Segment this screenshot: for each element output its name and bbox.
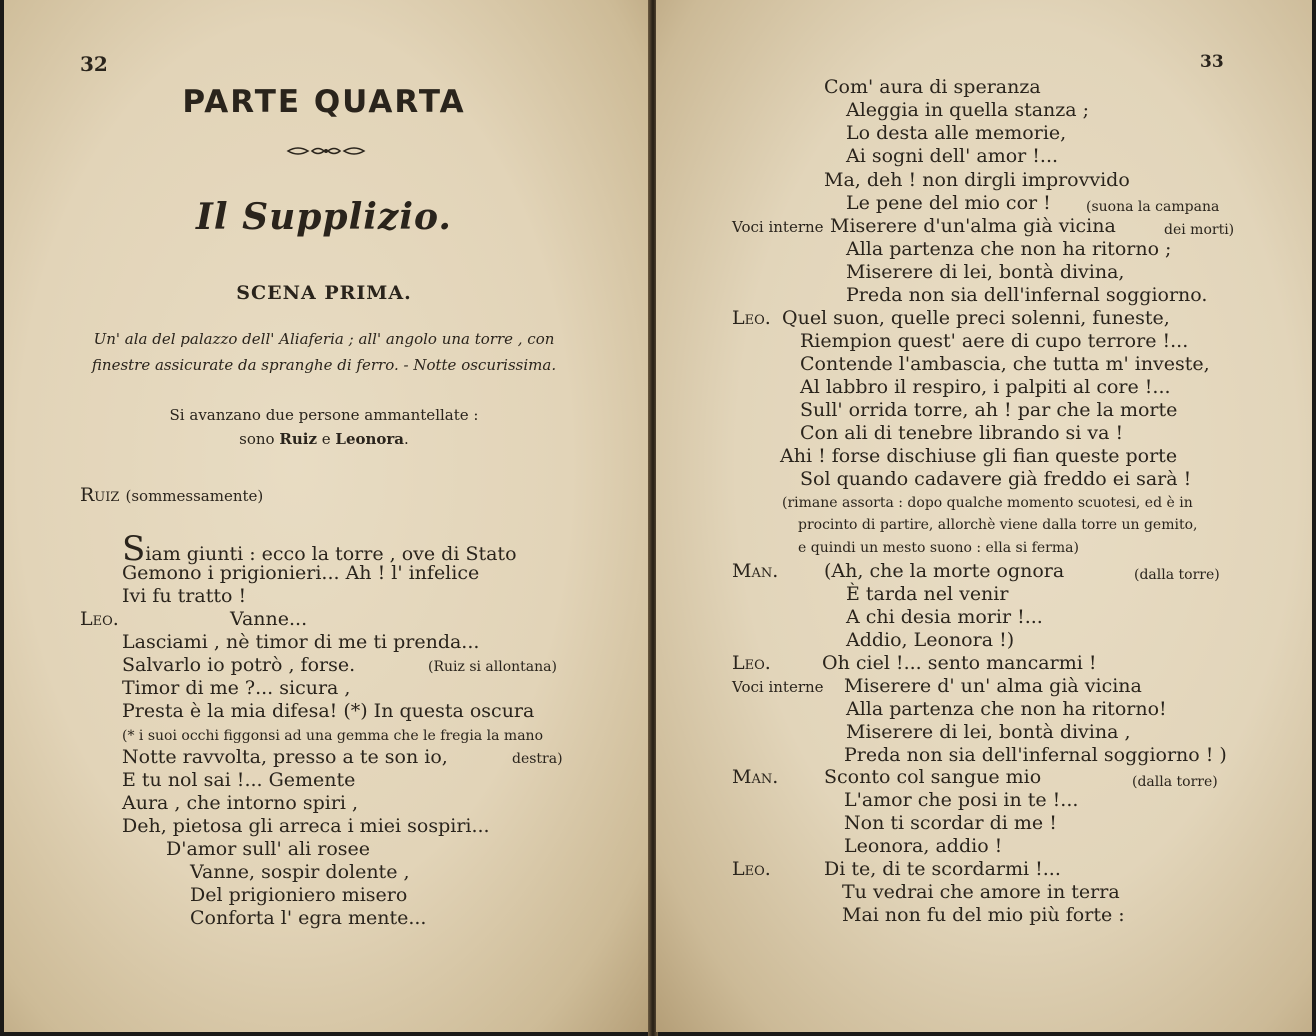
speaker-name: Voci interne [732, 678, 824, 696]
verse-line: Vanne... [230, 608, 308, 630]
verse-line: Tu vedrai che amore in terra [842, 881, 1120, 903]
speaker-name: Man. [732, 766, 779, 788]
page-number: 33 [1200, 52, 1224, 72]
stage-direction: (dalla torre) [1134, 567, 1220, 583]
character-name: Leonora [335, 430, 405, 448]
verse-line: Sull' orrida torre, ah ! par che la morte [800, 399, 1178, 421]
verse-line: Al labbro il respiro, i palpiti al core !... [800, 376, 1171, 398]
intro-text: sono [239, 430, 280, 448]
intro-line: Si avanzano due persone ammantellate : [169, 406, 479, 424]
verse-line: Lo desta alle memorie, [846, 122, 1067, 144]
verse-line: Ai sogni dell' amor !... [846, 145, 1059, 167]
verse-line: Com' aura di speranza [824, 76, 1041, 98]
verse-line: Ivi fu tratto ! [122, 585, 247, 607]
verse-line: Ma, deh ! non dirgli improvvido [824, 169, 1130, 191]
verse-line: Miserere di lei, bontà divina , [846, 721, 1131, 743]
verse-line [122, 529, 517, 569]
verse-line: Quel suon, quelle preci solenni, funeste, [782, 307, 1170, 329]
verse-line: Non ti scordar di me ! [844, 812, 1057, 834]
speaker-name: Man. [732, 560, 779, 582]
stage-direction: Un' ala del palazzo dell' Aliaferia ; all' angolo una torre , con [93, 330, 555, 348]
verse-line: Preda non sia dell'infernal soggiorno ! ) [844, 744, 1227, 766]
verse-line: Gemono i prigionieri... Ah ! l' infelice [122, 562, 480, 584]
speaker-name: Leo. [732, 652, 771, 674]
verse-line: Alla partenza che non ha ritorno ; [846, 238, 1172, 260]
left-page [4, 0, 650, 1032]
right-page [656, 0, 1312, 1032]
speaker-name: Voci interne [732, 218, 824, 236]
verse-line: Preda non sia dell'infernal soggiorno. [846, 284, 1208, 306]
verse-line: Le pene del mio cor ! [846, 192, 1051, 214]
footnote: (* i suoi occhi figgonsi ad una gemma che le fregia la mano [122, 728, 543, 744]
verse-line: Del prigioniero misero [190, 884, 408, 906]
part-title: PARTE QUARTA [182, 84, 466, 120]
verse-line: Conforta l' egra mente... [190, 907, 427, 929]
verse-line: Di te, di te scordarmi !... [824, 858, 1061, 880]
verse-line: Sconto col sangue mio [824, 766, 1042, 788]
stage-direction: e quindi un mesto suono : ella si ferma) [798, 540, 1079, 556]
verse-line: Mai non fu del mio più forte : [842, 904, 1125, 926]
verse-line: Addio, Leonora !) [846, 629, 1015, 651]
verse-line: Ahi ! forse dischiuse gli fian queste porte [780, 445, 1178, 467]
speaker-line [80, 484, 263, 507]
verse-line: Aleggia in quella stanza ; [846, 99, 1090, 121]
verse-line: A chi desia morir !... [846, 606, 1043, 628]
verse-line: D'amor sull' ali rosee [166, 838, 371, 860]
speaker-name: Ruiz [80, 484, 120, 506]
intro-text: e [316, 430, 336, 448]
verse-line: Presta è la mia difesa! (*) In questa oscura [122, 700, 535, 722]
act-subtitle: Il Supplizio. [196, 196, 452, 238]
intro-text: . [404, 430, 409, 448]
stage-direction: (rimane assorta : dopo qualche momento scuotesi, ed è in [782, 495, 1193, 511]
verse-line: Alla partenza che non ha ritorno! [846, 698, 1167, 720]
verse-line: (Ah, che la morte ognora [824, 560, 1065, 582]
page-number: 32 [80, 52, 108, 76]
verse-line: Leonora, addio ! [844, 835, 1003, 857]
verse-line: Contende l'ambascia, che tutta m' investe, [800, 353, 1210, 375]
stage-direction: finestre assicurate da spranghe di ferro. - Notte oscurissima. [91, 356, 557, 374]
verse-line: Salvarlo io potrò , forse. [122, 654, 356, 676]
verse-line: È tarda nel venir [846, 583, 1009, 605]
verse-line: Notte ravvolta, presso a te son io, [122, 746, 448, 768]
stage-direction: (Ruiz si allontana) [428, 659, 557, 675]
drop-cap: S [122, 529, 146, 569]
stage-direction: (dalla torre) [1132, 774, 1218, 790]
verse-line: E tu nol sai !... Gemente [122, 769, 356, 791]
speaker-name: Leo. [732, 858, 771, 880]
verse-line: Oh ciel !... sento mancarmi ! [822, 652, 1097, 674]
scene-heading: SCENA PRIMA. [236, 282, 412, 304]
ornament-divider [286, 143, 366, 159]
intro-line [4, 430, 644, 448]
stage-direction: dei morti) [1164, 222, 1235, 238]
stage-direction: procinto di partire, allorchè viene dalla torre un gemito, [798, 517, 1198, 533]
verse-line: Miserere d'un'alma già vicina [830, 215, 1116, 237]
verse-line: Miserere di lei, bontà divina, [846, 261, 1125, 283]
stage-direction: (suona la campana [1086, 199, 1220, 215]
footnote: destra) [512, 751, 563, 767]
verse-text: iam giunti : ecco la torre , ove di Stato [145, 543, 517, 565]
verse-line: Timor di me ?... sicura , [122, 677, 351, 699]
verse-line: Vanne, sospir dolente , [190, 861, 410, 883]
verse-line: Miserere d' un' alma già vicina [844, 675, 1142, 697]
verse-line: Lasciami , nè timor di me ti prenda... [122, 631, 480, 653]
character-name: Ruiz [279, 430, 317, 448]
verse-line: Sol quando cadavere già freddo ei sarà ! [800, 468, 1192, 490]
verse-line: Aura , che intorno spiri , [122, 792, 359, 814]
speaker-name: Leo. [732, 307, 771, 329]
stage-direction: (sommessamente) [125, 487, 264, 505]
speaker-name: Leo. [80, 608, 119, 630]
verse-line: L'amor che posi in te !... [844, 789, 1079, 811]
verse-line: Riempion quest' aere di cupo terrore !... [800, 330, 1189, 352]
verse-line: Deh, pietosa gli arreca i miei sospiri... [122, 815, 490, 837]
verse-line: Con ali di tenebre librando si va ! [800, 422, 1124, 444]
